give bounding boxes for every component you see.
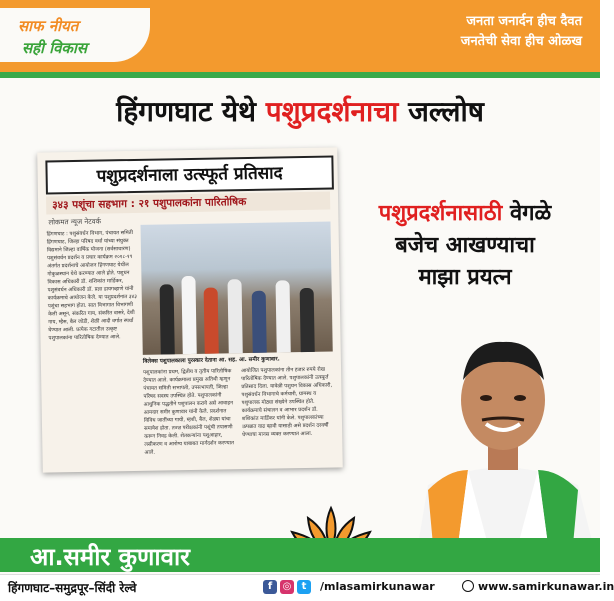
portrait-illustration [408, 320, 598, 545]
photo-figure [300, 288, 315, 352]
facebook-icon[interactable]: f [263, 580, 277, 594]
twitter-icon[interactable]: t [297, 580, 311, 594]
clipping-column-left: हिंगणघाट : पशुसंवर्धन विभाग, पंचायत समिती हिंगणघाट, जिल्हा परिषद वर्धा यांच्या संयुक्त विद्यमाने जिल्हा वार्षिक योजना (सर्वसाधारण) पशुसंवर्धन प्रदर्शन व प्रचार कार्यक्रम २०१८-१९ अंतर्गत प्रदर्शनाचे आयोजन हिंगणघाट येथील गोकुळस्थान येथे करण्यात आले होते. पशुधन विकास अधिकारी डॉ. शशिकांत मार्डिकर, पशुसंवर्धन अधिकारी डॉ. प्रज्ञा डायगव्हाणे यांनी कार्यक्रमाचे आयोजन केले. या पशुप्रदर्शनात ३४३ पशुंचा सहभाग होता. सात विभागात विभागणी केली असून, संकरित गाय, संकरित वासरे, देशी गाय, म्हैस, बैल जोडी, शेळी आदी वर्गात स्पर्धा घेण्यात आली. प्रत्येक गटातील उत्कृष्ट पशुपालकांना पारितोषिक देण्यात आले. [46, 229, 137, 342]
leader-portrait [408, 320, 598, 545]
social-icons [263, 580, 311, 594]
clipping-column-right: आयोजित पशुपालकांना तीन हजार रुपये रोख पारितोषिक देण्यात आले. पशुपालकांनी उत्स्फूर्त प्रतिसाद दिला. यावेळी पशुधन विकास अधिकारी, पशुसंवर्धन विभागाचे कर्मचारी, ग्रामस्थ व पशुपालक मोठ्या संख्येने उपस्थित होते. कार्यक्रमाचे संचालन व आभार प्रदर्शन डॉ. शशिकांत मार्डिकर यांनी केले. पशुपालकांच्या उत्पन्नात वाढ व्हावी यासाठी असे प्रदर्शन दरवर्षी घेण्याचा मानस व्यक्त करण्यात आला. [241, 366, 333, 439]
footer [0, 574, 614, 601]
clipping-photo [141, 222, 333, 355]
newspaper-clipping [37, 147, 343, 472]
slogan-line2: सही विकास [22, 39, 87, 57]
constituency-label: हिंगणघाट–समुद्रपूर–सिंदी रेल्वे [8, 581, 137, 595]
statement-line3: माझा प्रयत्न [418, 265, 512, 290]
headline-part2: जल्लोष [398, 95, 484, 128]
statement-highlight: पशुप्रदर्शनासाठी [378, 201, 503, 226]
clipping-subtitle: ३४३ पशूंचा सहभाग : २१ पशुपालकांना पारितोषिक [46, 192, 330, 215]
tagline-line1: जनता जनार्दन हीच दैवत [466, 14, 582, 29]
photo-figure [227, 279, 242, 353]
slogan-line1: साफ नीयत [18, 17, 79, 35]
slogan-badge [0, 8, 150, 62]
statement-line1-rest: वेगळे [502, 201, 552, 226]
photo-figure [204, 288, 219, 354]
leader-name: आ.समीर कुणावार [30, 543, 190, 571]
photo-figure [252, 291, 267, 353]
instagram-icon[interactable]: ◎ [280, 580, 294, 594]
tagline-line2: जनतेची सेवा हीच ओळख [460, 34, 582, 49]
photo-figure [160, 284, 175, 354]
social-handle[interactable]: /mlasamirkunawar [320, 580, 435, 593]
tagline [461, 12, 582, 52]
statement [330, 198, 600, 294]
statement-line2: बजेच आखण्याचा [395, 233, 535, 258]
clipping-title: पशुप्रदर्शनाला उत्स्फूर्त प्रतिसाद [45, 155, 334, 194]
statement-line1 [330, 198, 600, 230]
globe-icon [462, 580, 474, 592]
headline-highlight: पशुप्रदर्शनाचा [265, 95, 399, 128]
clipping-photo-caption: विलेक्स पशुपालकाला पुरस्कार देताना आ. सह. आ. समीर कुणावार. [142, 356, 280, 365]
photo-figure [181, 276, 196, 354]
website-link[interactable]: www.samirkunawar.in [478, 580, 614, 593]
photo-figure [275, 280, 290, 352]
green-divider [0, 72, 600, 78]
clipping-byline: लोकमत न्यूज नेटवर्क [48, 217, 102, 227]
clipping-column-mid: पशुपालकांना प्रथम, द्वितीय व तृतीय पारितोषिक देण्यात आले. कार्यक्रमाला प्रमुख अतिथी म्हणून पंचायत समिती सभापती, उपसभापती, जिल्हा परिषद सदस्य उपस्थित होते. पशुपालकांनी आधुनिक पद्धतीने पशुपालन करावे असे आवाहन आमदार समीर कुणावार यांनी केले. प्रदर्शनात विविध जातींच्या गायी, म्हशी, बैल, शेळ्या यांचा समावेश होता. तज्ज्ञ परीक्षकांनी पशूंची तपासणी करून निवड केली. शेतकऱ्यांना पशुआहार, लसीकरण व आरोग्य याबाबत मार्गदर्शन करण्यात आले. [143, 368, 234, 456]
main-headline [0, 92, 600, 130]
headline-part1: हिंगणघाट येथे [116, 95, 266, 128]
